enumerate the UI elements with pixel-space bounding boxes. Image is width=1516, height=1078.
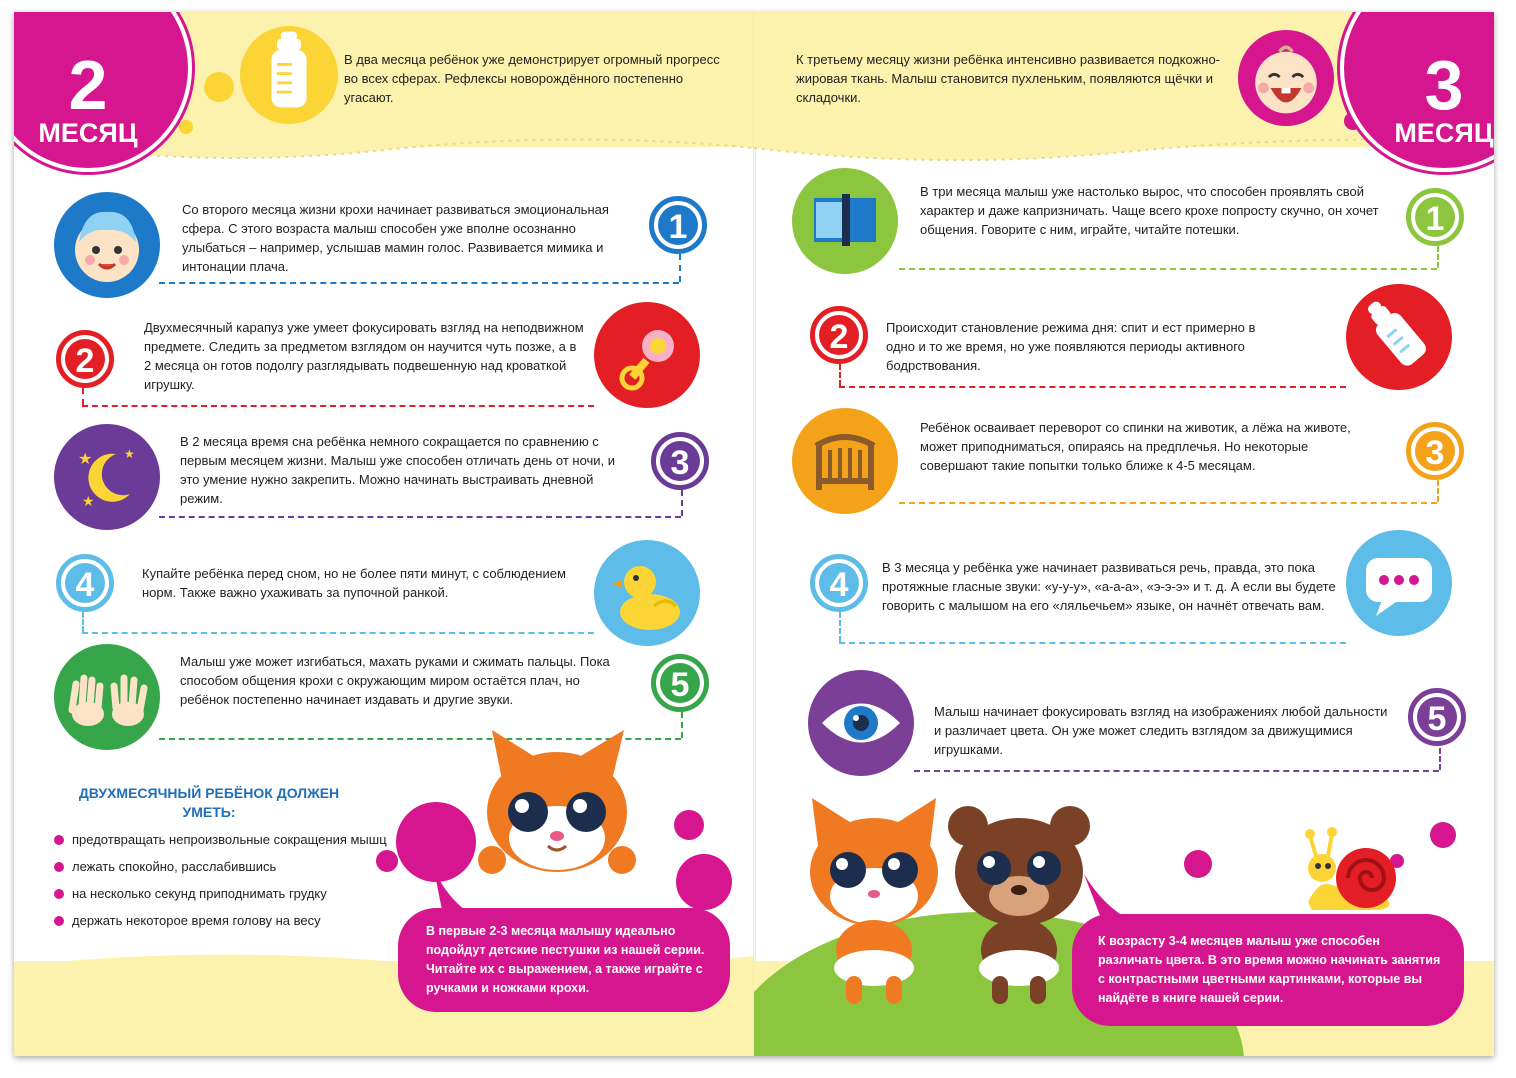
dashed-connector	[679, 254, 681, 282]
decor-dot	[179, 120, 193, 134]
svg-text:★: ★	[82, 494, 95, 510]
month-number: 3	[1424, 46, 1464, 124]
intro-text: В два месяца ребёнок уже демонстрирует огромный прогресс во всех сферах. Рефлексы новорождённого постепенно угасают.	[344, 52, 720, 105]
decor-dot	[1184, 850, 1212, 878]
laughing-baby-icon	[1238, 30, 1334, 126]
item-number-badge	[1406, 422, 1464, 480]
item-number-badge	[1406, 188, 1464, 246]
skills-title: ДВУХМЕСЯЧНЫЙ РЕБЁНОК ДОЛЖЕН УМЕТЬ:	[78, 785, 340, 820]
dashed-connector	[681, 712, 683, 738]
svg-text:★: ★	[124, 447, 135, 461]
speech-bubble-icon	[1346, 530, 1452, 636]
book-spread	[14, 12, 1494, 1056]
item-number: 2	[65, 339, 105, 379]
item-text: Двухмесячный карапуз уже умеет фокусировать взгляд на неподвижном предмете. Следить за предметом взглядом он научится чуть позже, а в 2 месяца он готов подолгу разглядывать подвешенную над кроваткой игрушку.	[144, 320, 584, 392]
bubble-tail	[434, 870, 494, 920]
item-number-badge	[56, 554, 114, 612]
baby-bottle-icon	[240, 26, 338, 124]
tip-text: К возрасту 3-4 месяцев малыш уже способен различать цвета. В это время можно начинать занятия с контрастными цветными картинками, которые вы найдёте в книге нашей серии.	[1098, 934, 1441, 1005]
month-badge	[14, 12, 192, 172]
item-number: 4	[65, 563, 105, 603]
item-number-badge	[810, 306, 868, 364]
month-badge	[1340, 12, 1494, 172]
item-text: В 3 месяца у ребёнка уже начинает развиваться речь, правда, это пока протяжные гласные звуки: «у-у-у», «а-а-а», «э-э-э» и т. д. А если вы будете говорить с малышом на его «ляльечьем» языке, он начнёт отвечать вам.	[882, 560, 1336, 613]
item-text: Со второго месяца жизни крохи начинает развиваться эмоциональная сфера. С этого возраста малыш способен уже вполне осознанно улыбаться – например, услышав мамин голос. Развивается мимика и интонации плача.	[182, 202, 609, 274]
item-number: 2	[819, 315, 859, 355]
item-text: Малыш начинает фокусировать взгляд на изображениях любой дальности и различает цвета. Он уже может следить взглядом за движущимися игрушками.	[934, 704, 1388, 757]
item-text: Происходит становление режима дня: спит и ест примерно в одно и то же время, но уже появляются периоды активного бодрствования.	[886, 320, 1256, 373]
decor-dot	[674, 810, 704, 840]
dashed-connector	[82, 388, 84, 405]
item-text: В 2 месяца время сна ребёнка немного сокращается по сравнению с первым месяцем жизни. Малыш уже способен отличать день от ночи, и это умение нужно закрепить. Можно начинать выстраивать дневной режим.	[180, 434, 616, 506]
skill-item: на несколько секунд приподнимать грудку	[54, 884, 394, 903]
month-word: МЕСЯЦ	[38, 118, 138, 148]
dashed-connector	[1437, 246, 1439, 268]
item-text: Ребёнок осваивает переворот со спинки на животик, а лёжа на животе, может приподниматься, опираясь на предплечья. Но некоторые совершают такие попытки только ближе к 4-5 месяцам.	[920, 420, 1351, 473]
month-number: 2	[68, 46, 108, 124]
dashed-connector	[159, 282, 679, 284]
dashed-connector	[159, 516, 681, 518]
dashed-connector	[82, 612, 84, 632]
decor-dot	[376, 850, 398, 872]
dashed-connector	[899, 268, 1437, 270]
item-number: 5	[1417, 697, 1457, 737]
skill-item: держать некоторое время голову на весу	[54, 911, 394, 930]
item-text: Малыш уже может изгибаться, махать руками и сжимать пальцы. Пока способом общения крохи с окружающим миром остаётся плач, но ребёнок постепенно начинает издавать и другие звуки.	[180, 654, 610, 707]
item-text: В три месяца малыш уже настолько вырос, что способен проявлять свой характер и даже капризничать. Чаще всего крохе попросту скучно, он хочет общения. Говорите с ним, играйте, читайте потешки.	[920, 184, 1379, 237]
crib-icon	[792, 408, 898, 514]
item-number-badge	[1408, 688, 1466, 746]
rattle-icon	[594, 302, 700, 408]
skills-list	[54, 830, 394, 938]
item-number: 1	[658, 205, 698, 245]
snail-character	[1298, 812, 1408, 922]
item-number-badge	[56, 330, 114, 388]
item-number-badge	[651, 654, 709, 712]
decor-dot	[1430, 822, 1456, 848]
rubber-duck-icon	[594, 540, 700, 646]
item-number: 3	[660, 441, 700, 481]
skill-item: предотвращать непроизвольные сокращения мышц	[54, 830, 394, 849]
item-number-badge	[649, 196, 707, 254]
book-icon	[792, 168, 898, 274]
skill-item: лежать спокойно, расслабившись	[54, 857, 394, 876]
dashed-connector	[82, 632, 594, 634]
dashed-connector	[1437, 480, 1439, 502]
dashed-connector	[681, 490, 683, 516]
item-number: 4	[819, 563, 859, 603]
svg-text:★: ★	[78, 449, 93, 468]
baby-face-icon	[54, 192, 160, 298]
bottle-icon	[1346, 284, 1452, 390]
dashed-connector	[839, 612, 841, 642]
dashed-connector	[82, 405, 594, 407]
item-number: 1	[1415, 197, 1455, 237]
dashed-connector	[899, 502, 1437, 504]
left-page	[14, 12, 754, 1056]
dashed-connector	[914, 770, 1439, 772]
decor-dot	[204, 72, 234, 102]
item-text: Купайте ребёнка перед сном, но не более пяти минут, с соблюдением норм. Также важно ухаживать за пупочной ранкой.	[142, 566, 566, 600]
dashed-connector	[839, 386, 1346, 388]
decor-dot	[676, 854, 732, 910]
item-number: 5	[660, 663, 700, 703]
eye-icon	[808, 670, 914, 776]
item-number-badge	[810, 554, 868, 612]
dashed-connector	[839, 642, 1346, 644]
hands-icon	[54, 644, 160, 750]
tip-bubble	[1072, 914, 1464, 1026]
month-word: МЕСЯЦ	[1394, 118, 1494, 148]
bubble-tail	[1084, 874, 1154, 926]
dashed-connector	[839, 364, 841, 386]
item-number: 3	[1415, 431, 1455, 471]
dashed-connector	[1439, 748, 1441, 770]
tip-bubble	[398, 908, 730, 1012]
intro-text: К третьему месяцу жизни ребёнка интенсивно развивается подкожно-жировая ткань. Малыш становится пухленьким, появляются щёчки и складочки.	[796, 52, 1220, 105]
item-number-badge	[651, 432, 709, 490]
tip-text: В первые 2-3 месяца малышу идеально подойдут детские пестушки из нашей серии. Читайте их с выражением, а также играйте с ручками и ножками крохи.	[426, 924, 705, 995]
moon-stars-icon	[54, 424, 160, 530]
right-page	[754, 12, 1494, 1056]
